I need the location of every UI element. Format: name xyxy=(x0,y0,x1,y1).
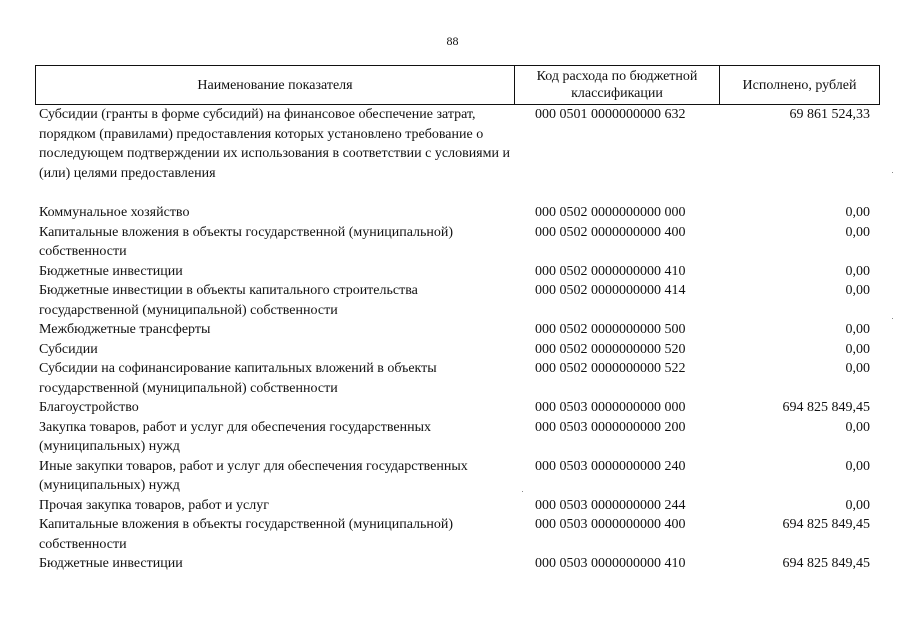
header-indicator-name: Наименование показателя xyxy=(35,66,515,104)
row-amount: 0,00 xyxy=(845,341,870,357)
row-name: Коммунальное хозяйство xyxy=(39,205,190,220)
row-name: Благоустройство xyxy=(39,400,139,415)
row-amount: 694 825 849,45 xyxy=(782,400,870,415)
row-amount: 0,00 xyxy=(845,263,870,279)
row-name: Бюджетные инвестиции xyxy=(39,556,183,571)
table-row xyxy=(35,457,880,496)
table-body xyxy=(35,105,880,574)
table-row xyxy=(35,515,880,554)
row-name: Капитальные вложения в объекты государственной (муниципальной) собственности xyxy=(39,224,454,259)
row-code: 000 0503 0000000000 244 xyxy=(535,497,686,513)
row-amount: 0,00 xyxy=(845,361,870,376)
row-amount: 0,00 xyxy=(845,205,870,220)
row-amount: 0,00 xyxy=(845,419,870,435)
table-row xyxy=(35,203,880,223)
row-code: 000 0503 0000000000 240 xyxy=(535,458,686,474)
table-row xyxy=(35,359,880,398)
row-name: Капитальные вложения в объекты государственной (муниципальной) собственности xyxy=(39,517,454,552)
row-amount: 694 825 849,45 xyxy=(782,517,870,532)
row-amount: 0,00 xyxy=(845,458,870,474)
row-amount: 0,00 xyxy=(845,224,870,240)
table-row xyxy=(35,554,880,574)
row-code: 000 0503 0000000000 400 xyxy=(535,517,686,532)
row-code: 000 0502 0000000000 520 xyxy=(535,341,686,357)
row-name: Субсидии на софинансирование капитальных вложений в объекты государственной (муниципальной) собственности xyxy=(39,361,437,396)
row-name: Закупка товаров, работ и услуг для обеспечения государственных (муниципальных) нужд xyxy=(39,419,432,454)
row-code: 000 0502 0000000000 000 xyxy=(535,205,686,220)
row-name: Субсидии (гранты в форме субсидий) на финансовое обеспечение затрат, порядком (правилами) предоставления которых установлено требование о последующем подтверждении их использования в соответствии с условиями и (или) целями предоставления xyxy=(39,107,510,181)
row-name: Иные закупки товаров, работ и услуг для обеспечения государственных (муниципальных) нужд xyxy=(39,458,468,493)
row-amount: 694 825 849,45 xyxy=(782,556,870,571)
table-row xyxy=(35,496,880,516)
table-row xyxy=(35,281,880,320)
table-row xyxy=(35,418,880,457)
row-code: 000 0502 0000000000 410 xyxy=(535,263,686,279)
table-row xyxy=(35,262,880,282)
scan-speck xyxy=(522,491,523,492)
table-row xyxy=(35,398,880,418)
table-row xyxy=(35,105,880,183)
row-name: Бюджетные инвестиции xyxy=(39,263,183,279)
row-spacer xyxy=(35,183,880,203)
row-code: 000 0503 0000000000 000 xyxy=(535,400,686,415)
table-row xyxy=(35,320,880,340)
row-code: 000 0502 0000000000 400 xyxy=(535,224,686,240)
table-header xyxy=(35,65,880,105)
header-budget-code: Код расхода по бюджетной классификации xyxy=(515,66,720,104)
row-name: Субсидии xyxy=(39,341,98,357)
row-code: 000 0502 0000000000 522 xyxy=(535,361,686,376)
row-amount: 69 861 524,33 xyxy=(789,107,870,122)
table-row xyxy=(35,223,880,262)
row-amount: 0,00 xyxy=(845,497,870,513)
budget-execution-table xyxy=(35,65,880,574)
row-amount: 0,00 xyxy=(845,322,870,337)
row-code: 000 0503 0000000000 200 xyxy=(535,419,686,435)
row-code: 000 0503 0000000000 410 xyxy=(535,556,686,571)
table-row xyxy=(35,340,880,360)
row-amount: 0,00 xyxy=(845,283,870,298)
row-name: Прочая закупка товаров, работ и услуг xyxy=(39,497,269,513)
header-executed-amount: Исполнено, рублей xyxy=(720,66,880,104)
row-code: 000 0501 0000000000 632 xyxy=(535,107,686,122)
scan-speck xyxy=(892,172,893,173)
row-name: Бюджетные инвестиции в объекты капитального строительства государственной (муниципальной) собственности xyxy=(39,283,418,318)
page-number: 88 xyxy=(446,34,459,48)
scan-speck xyxy=(892,318,893,319)
row-name: Межбюджетные трансферты xyxy=(39,322,211,337)
row-code: 000 0502 0000000000 414 xyxy=(535,283,686,298)
row-code: 000 0502 0000000000 500 xyxy=(535,322,686,337)
